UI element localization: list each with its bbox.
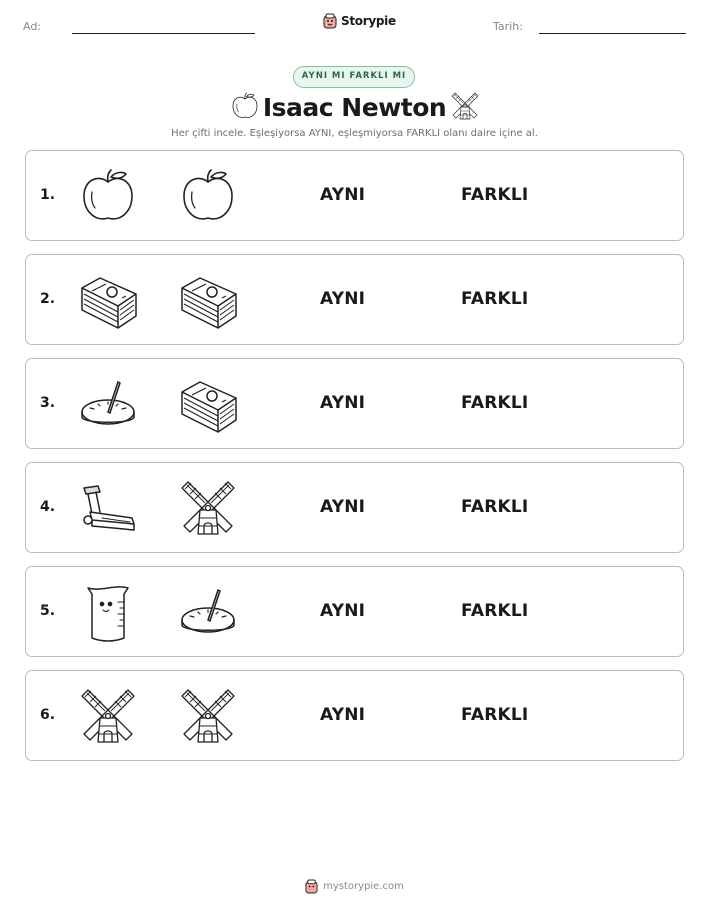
book-icon — [178, 374, 238, 434]
choice-different[interactable]: FARKLI — [461, 601, 529, 621]
storypie-mascot-icon — [323, 13, 337, 29]
footer — [0, 879, 709, 894]
question-row — [25, 670, 684, 761]
choice-same[interactable]: AYNI — [320, 289, 366, 309]
brand-name: Storypie — [341, 14, 396, 28]
question-row — [25, 150, 684, 241]
name-field-line[interactable] — [72, 33, 255, 34]
name-label: Ad: — [23, 20, 42, 33]
question-number: 4. — [40, 499, 56, 515]
choice-different[interactable]: FARKLI — [461, 497, 529, 517]
windmill-icon — [78, 686, 138, 746]
choice-same[interactable]: AYNI — [320, 393, 366, 413]
windmill-icon — [178, 478, 238, 538]
date-field-line[interactable] — [539, 33, 686, 34]
measuring-beaker-icon — [78, 582, 138, 642]
choice-different[interactable]: FARKLI — [461, 705, 529, 725]
title-block — [0, 88, 709, 128]
sundial-icon — [78, 374, 138, 434]
apple-icon — [78, 166, 138, 226]
question-row — [25, 462, 684, 553]
instructions: Her çifti incele. Eşleşiyorsa AYNI, eşleşmiyorsa FARKLI olanı daire içine al. — [171, 128, 538, 139]
sundial-icon — [178, 582, 238, 642]
choice-different[interactable]: FARKLI — [461, 393, 529, 413]
question-row — [25, 358, 684, 449]
book-icon — [78, 270, 138, 330]
question-number: 3. — [40, 395, 56, 411]
question-number: 2. — [40, 291, 56, 307]
question-number: 1. — [40, 187, 56, 203]
storypie-mascot-icon — [305, 879, 318, 894]
book-icon — [178, 270, 238, 330]
page-title: Isaac Newton — [262, 93, 447, 122]
choice-same[interactable]: AYNI — [320, 497, 366, 517]
windmill-icon — [450, 90, 480, 122]
treadmill-icon — [78, 478, 138, 538]
brand-logo — [323, 13, 396, 29]
footer-url[interactable]: mystorypie.com — [323, 881, 404, 892]
date-label: Tarih: — [493, 20, 523, 33]
choice-same[interactable]: AYNI — [320, 601, 366, 621]
question-number: 5. — [40, 603, 56, 619]
question-number: 6. — [40, 707, 56, 723]
worksheet-type-badge: AYNI MI FARKLI MI — [293, 66, 415, 88]
choice-different[interactable]: FARKLI — [461, 185, 529, 205]
choice-same[interactable]: AYNI — [320, 185, 366, 205]
choice-same[interactable]: AYNI — [320, 705, 366, 725]
choice-different[interactable]: FARKLI — [461, 289, 529, 309]
question-row — [25, 566, 684, 657]
question-row — [25, 254, 684, 345]
windmill-icon — [178, 686, 238, 746]
apple-icon — [178, 166, 238, 226]
